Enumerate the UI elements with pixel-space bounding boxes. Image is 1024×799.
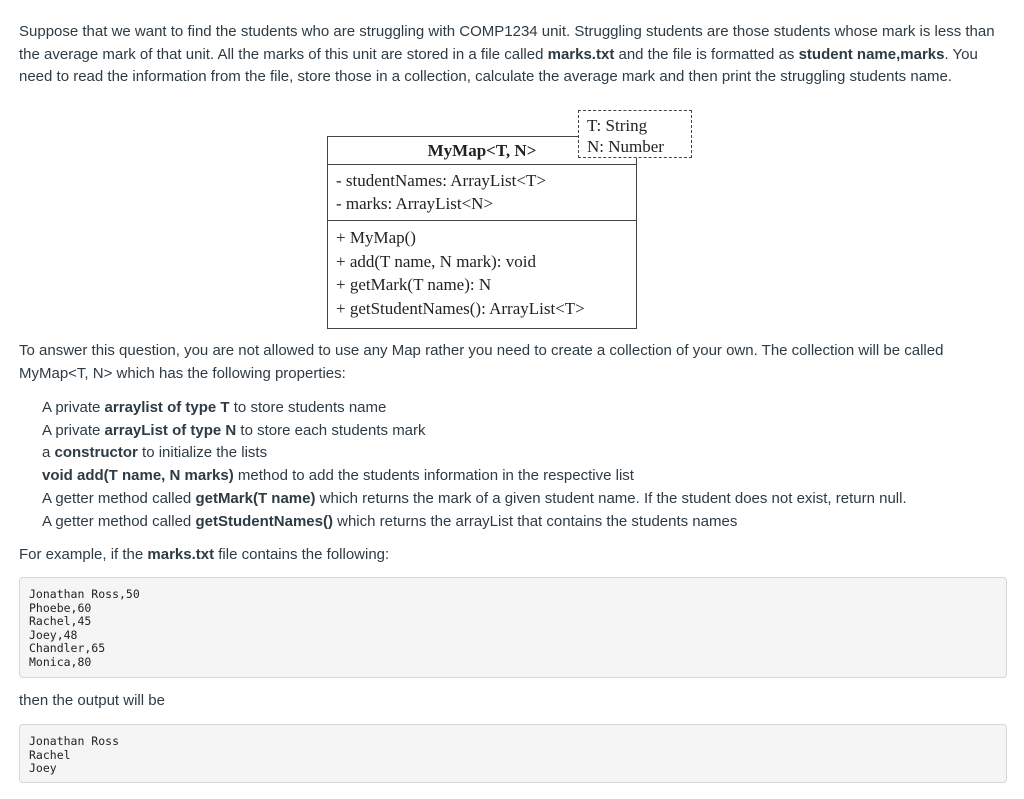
uml-type-param: N: Number: [587, 137, 664, 156]
file-format: student name,marks: [798, 45, 945, 63]
question-paragraph: To answer this question, you are not allowed to use any Map rather you need to create a collection of your own. The collection will be called MyMap<T, N> which has the following properties:: [19, 342, 944, 382]
uml-operations: [328, 221, 636, 328]
output-code-block: Jonathan Ross Rachel Joey: [19, 724, 1007, 783]
uml-type-parameters: [578, 110, 692, 158]
uml-operation: + add(T name, N mark): void: [336, 251, 536, 271]
output-label: then the output will be: [19, 692, 165, 709]
uml-operation: + MyMap(): [336, 228, 416, 247]
uml-operation: + getMark(T name): N: [336, 275, 492, 294]
uml-attribute: - marks: ArrayList<N>: [336, 194, 494, 213]
property-item: void add(T name, N marks) method to add the students information in the respective list: [42, 467, 634, 485]
uml-class-name: MyMap<T, N>: [328, 137, 636, 165]
uml-attribute: - studentNames: ArrayList<T>: [336, 171, 546, 190]
uml-class-diagram: [327, 136, 637, 329]
intro-paragraph: Suppose that we want to find the students who are struggling with COMP1234 unit. Struggling students are those students whose mark is less than the average mark of that unit. All the marks of this unit are stored in a file called marks.txt and the file is formatted as student name,marks. You need to read the information from the file, store those in a collection, calculate the average mark and then print the struggling students name.: [19, 23, 995, 85]
input-code-block: Jonathan Ross,50 Phoebe,60 Rachel,45 Joey,48 Chandler,65 Monica,80: [19, 577, 1007, 678]
properties-list: [42, 397, 907, 533]
property-item: A getter method called getStudentNames() which returns the arrayList that contains the students names: [42, 512, 738, 530]
property-item: A private arraylist of type T to store students name: [42, 399, 387, 416]
uml-attributes: [328, 165, 636, 221]
file-name: marks.txt: [147, 546, 215, 563]
property-item: A getter method called getMark(T name) which returns the mark of a given student name. If the student does not exist, return null.: [42, 489, 907, 507]
example-paragraph: For example, if the marks.txt file contains the following:: [19, 546, 390, 563]
uml-operation: + getStudentNames(): ArrayList<T>: [336, 298, 585, 318]
property-item: A private arrayList of type N to store each students mark: [42, 421, 426, 439]
uml-type-param: T: String: [587, 116, 648, 135]
property-item: a constructor to initialize the lists: [42, 444, 268, 462]
file-name: marks.txt: [547, 45, 615, 63]
